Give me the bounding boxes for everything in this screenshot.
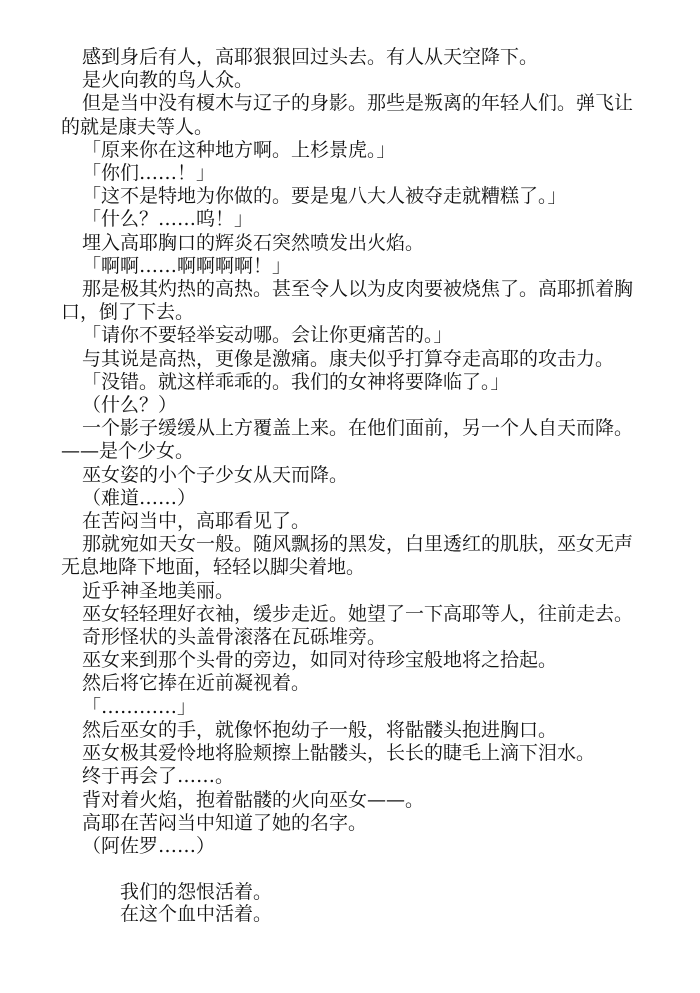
dialogue-line: 「啊啊……啊啊啊啊！」 [82,254,292,277]
paragraph: 近乎神圣地美丽。 [82,579,235,602]
dialogue-line: 「这不是特地为你做的。要是鬼八大人被夺走就糟糕了。」 [82,185,567,208]
poem-block [61,881,641,925]
dialogue-line: 「什么？……呜！」 [82,208,254,231]
paragraph: 与其说是高热，更像是激痛。康夫似乎打算夺走高耶的攻击力。 [82,347,615,370]
dialogue-line: 「你们……！」 [82,162,216,185]
paragraph: 在苦闷当中，高耶看见了。 [82,510,311,533]
poem-line: 我们的怨恨活着。 [120,881,273,904]
paragraph: 那是极其灼热的高热。甚至令人以为皮肉要被烧焦了。高耶抓着胸口，倒了下去。 [61,278,634,324]
document-page [61,46,641,925]
paragraph: 背对着火焰，抱着骷髅的火向巫女——。 [82,788,425,811]
paragraph: 感到身后有人，高耶狠狠回过头去。有人从天空降下。 [82,46,539,68]
thought-line: （难道……） [82,486,197,509]
paragraph: 高耶在苦闷当中知道了她的名字。 [82,811,368,834]
paragraph: 但是当中没有榎木与辽子的身影。那些是叛离的年轻人们。弹飞让的就是康夫等人。 [61,92,634,138]
paragraph: 然后将它捧在近前凝视着。 [82,672,311,695]
paragraph: 奇形怪状的头盖骨滚落在瓦砾堆旁。 [82,626,387,649]
dialogue-line: 「…………」 [82,695,197,718]
poem-line: 在这个血中活着。 [120,903,273,926]
paragraph: 一个影子缓缓从上方覆盖上来。在他们面前，另一个人自天而降。——是个少女。 [61,417,634,463]
dialogue-line: 「原来你在这种地方啊。上杉景虎。」 [82,138,396,161]
paragraph: 终于再会了……。 [82,765,235,788]
dialogue-line: 「没错。就这样乖乖的。我们的女神将要降临了。」 [82,370,510,393]
thought-line: （什么？） [82,394,178,417]
paragraph: 然后巫女的手，就像怀抱幼子一般，将骷髅头抱进胸口。 [82,718,558,741]
paragraph: 埋入高耶胸口的辉炎石突然喷发出火焰。 [82,231,425,254]
thought-line: （阿佐罗……） [82,834,216,857]
paragraph: 巫女来到那个头骨的旁边，如同对待珍宝般地将之拾起。 [82,649,558,672]
paragraph: 巫女轻轻理好衣袖，缓步走近。她望了一下高耶等人，往前走去。 [82,602,634,625]
paragraph: 巫女姿的小个子少女从天而降。 [82,463,349,486]
paragraph: 是火向教的鸟人众。 [82,69,254,92]
paragraph: 那就宛如天女一般。随风飘扬的黑发，白里透红的肌肤，巫女无声无息地降下地面，轻轻以脚尖着地。 [61,533,634,579]
paragraph: 巫女极其爱怜地将脸颊擦上骷髅头，长长的睫毛上滴下泪水。 [82,742,596,765]
dialogue-line: 「请你不要轻举妄动哪。会让你更痛苦的。」 [82,324,453,347]
